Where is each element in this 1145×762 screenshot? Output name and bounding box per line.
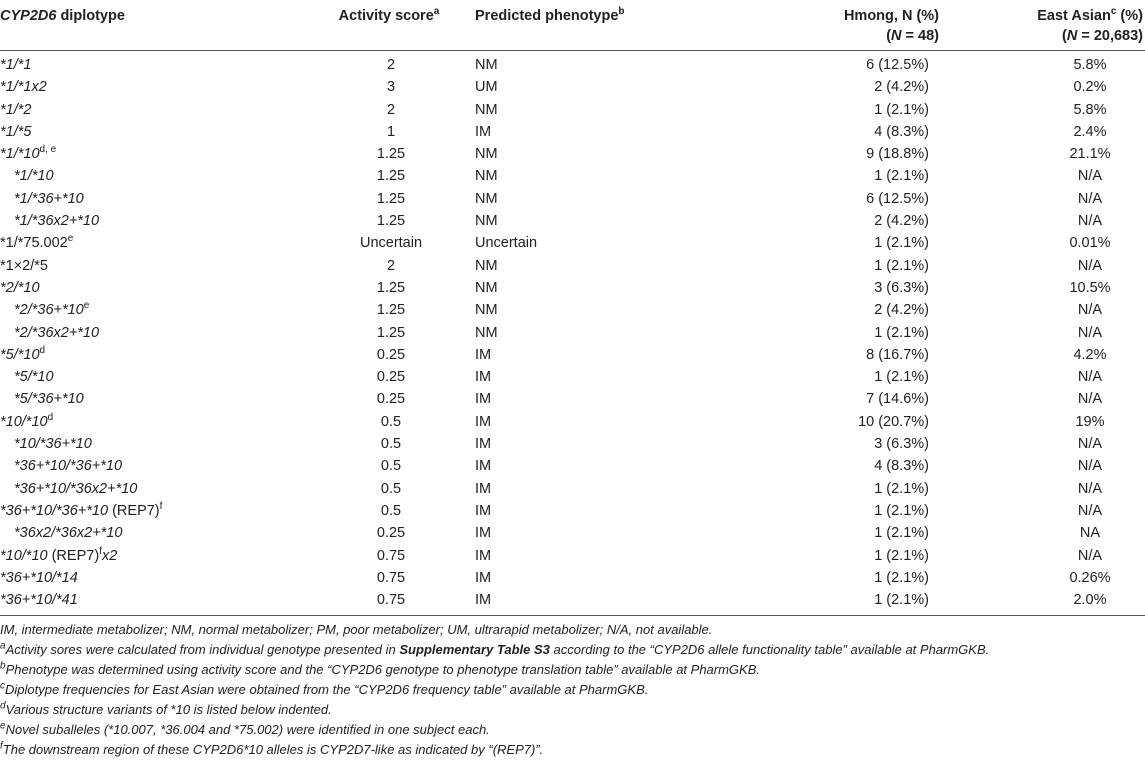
cell-east-asian: 5.8% xyxy=(1073,101,1107,118)
cell-east-asian: 4.2% xyxy=(1073,346,1107,363)
diplotype-text: *36+*10/*41 xyxy=(0,592,78,609)
table-row xyxy=(0,366,1145,388)
diplotype-suffix: (REP7) xyxy=(47,547,100,564)
cell-hmong: 2 (4.2%) xyxy=(874,79,929,96)
table-row xyxy=(0,388,1145,410)
diplotype-text: *36x2/*36x2+*10 xyxy=(14,525,123,542)
cell-east-asian: N/A xyxy=(1077,168,1103,185)
cell-diplotype xyxy=(0,522,275,544)
header-diplotype-gene: CYP2D6 xyxy=(0,8,57,24)
header-east-asian-unit: (%) xyxy=(1116,8,1143,24)
cell-east-asian: 10.5% xyxy=(1069,279,1111,296)
cell-phenotype: NM xyxy=(475,101,498,118)
diplotype-text: *36+*10/*36+*10 xyxy=(0,502,109,519)
table-row xyxy=(0,322,1145,344)
diplotype-text: *1/*36+*10 xyxy=(14,190,84,207)
table-row xyxy=(0,500,1145,522)
cell-activity-score: 1 xyxy=(386,123,396,140)
cell-phenotype: NM xyxy=(475,190,498,207)
header-east-asian-n-symbol: N xyxy=(1066,28,1078,44)
cell-phenotype: IM xyxy=(475,346,492,363)
diplotype-text: *1/*36x2+*10 xyxy=(14,213,100,230)
cell-activity-score: 0.25 xyxy=(376,369,406,386)
cell-hmong: 1 (2.1%) xyxy=(874,569,929,586)
header-hmong-n xyxy=(886,28,939,44)
footnote-e-sup: e xyxy=(0,720,6,732)
cell-activity-score: 0.75 xyxy=(376,569,406,586)
cell-activity-score: 1.25 xyxy=(376,168,406,185)
cell-phenotype: IM xyxy=(475,502,492,519)
footnote-b-text: Phenotype was determined using activity score and the “CYP2D6 genotype to phenotype translation table” available at PharmGKB. xyxy=(5,662,761,677)
diplotype-footnote-sup: d xyxy=(39,345,46,357)
cell-phenotype: IM xyxy=(475,413,492,430)
cell-east-asian: 21.1% xyxy=(1069,146,1111,163)
cell-activity-score: 0.25 xyxy=(376,525,406,542)
footnote-a-sup: a xyxy=(0,640,6,652)
cell-east-asian: 19% xyxy=(1075,413,1105,430)
cell-activity-score: 1.25 xyxy=(376,213,406,230)
diplotype-text: *36+*10/*14 xyxy=(0,569,78,586)
footnote-a-text-end: according to the “CYP2D6 allele functionality table” available at PharmGKB. xyxy=(549,642,990,657)
cell-activity-score: 1.25 xyxy=(376,190,406,207)
header-activity-score xyxy=(275,0,475,51)
diplotype-text: *10/*10 xyxy=(0,413,48,430)
cell-hmong: 6 (12.5%) xyxy=(866,57,929,73)
diplotype-text: *10/*10 xyxy=(0,547,48,564)
cell-phenotype: NM xyxy=(475,213,498,230)
cell-phenotype: IM xyxy=(475,458,492,475)
footnote-b xyxy=(0,660,1145,680)
cell-east-asian: N/A xyxy=(1077,480,1103,497)
cell-activity-score: 1.25 xyxy=(376,279,406,296)
table-row xyxy=(0,76,1145,98)
table-row xyxy=(0,433,1145,455)
footnote-c-text: Diplotype frequencies for East Asian were obtained from the “CYP2D6 frequency table” available at PharmGKB. xyxy=(5,682,649,697)
cell-east-asian: NA xyxy=(1079,525,1101,542)
cell-phenotype: NM xyxy=(475,57,498,73)
cell-activity-score: 1.25 xyxy=(376,146,406,163)
table-footnotes xyxy=(0,620,1145,760)
cell-diplotype xyxy=(0,322,275,344)
cell-diplotype xyxy=(0,277,275,299)
cell-diplotype xyxy=(0,455,275,477)
table-row xyxy=(0,51,1145,77)
header-east-asian-n xyxy=(1062,28,1143,44)
cell-hmong: 9 (18.8%) xyxy=(866,146,929,163)
cell-phenotype: IM xyxy=(475,589,765,616)
header-east-asian-label: East Asian xyxy=(1037,8,1111,24)
table-header xyxy=(0,0,1145,51)
cell-diplotype xyxy=(0,366,275,388)
cell-east-asian: N/A xyxy=(1077,369,1103,386)
cell-phenotype: NM xyxy=(475,279,498,296)
cell-activity-score: 0.5 xyxy=(380,502,402,519)
table-body xyxy=(0,51,1145,616)
header-east-asian-n-value: = 20,683) xyxy=(1077,28,1143,44)
cell-hmong: 1 (2.1%) xyxy=(874,369,929,386)
cell-east-asian: N/A xyxy=(1077,302,1103,319)
diplotype-footnote-sup: e xyxy=(83,300,90,312)
diplotype-suffix: (REP7) xyxy=(108,502,160,519)
diplotype-text: *5/*10 xyxy=(0,346,40,363)
cell-east-asian: 0.26% xyxy=(1069,569,1111,586)
footnote-d xyxy=(0,700,1145,720)
header-hmong-n-value: = 48) xyxy=(901,28,939,44)
footnote-f-text: The downstream region of these CYP2D6*10 alleles is CYP2D7-like as indicated by “(REP7)”. xyxy=(2,742,544,757)
header-east-asian-sup: c xyxy=(1110,6,1117,18)
cell-hmong: 3 (6.3%) xyxy=(874,279,929,296)
footnote-a-text: Activity sores were calculated from individual genotype presented in xyxy=(5,642,400,657)
table-row xyxy=(0,299,1145,321)
footnote-e-text: Novel suballeles (*10.007, *36.004 and *75.002) were identified in one subject each. xyxy=(5,722,490,737)
cell-phenotype: NM xyxy=(475,257,498,274)
cell-hmong: 1 (2.1%) xyxy=(874,547,929,564)
diplotype-text: *1/*2 xyxy=(0,101,32,118)
cell-hmong: 1 (2.1%) xyxy=(874,168,929,185)
header-hmong-n-symbol: N xyxy=(891,28,902,44)
cell-hmong: 3 (6.3%) xyxy=(874,436,929,453)
diplotype-tail: x2 xyxy=(101,547,118,564)
diplotype-text: *1/*1 xyxy=(0,57,32,73)
footnote-d-text: Various structure variants of *10 is listed below indented. xyxy=(5,702,332,717)
table-row xyxy=(0,545,1145,567)
cell-activity-score: 0.5 xyxy=(380,480,402,497)
cell-phenotype: NM xyxy=(475,324,498,341)
header-hmong-label: Hmong, N (%) xyxy=(843,8,939,24)
cell-east-asian: N/A xyxy=(1077,213,1103,230)
cell-activity-score: 2 xyxy=(386,101,396,118)
cell-east-asian: N/A xyxy=(1077,502,1103,519)
footnote-d-sup: d xyxy=(0,700,6,712)
cell-diplotype xyxy=(0,411,275,433)
cell-phenotype: NM xyxy=(475,302,498,319)
cell-diplotype xyxy=(0,76,275,98)
cell-east-asian: 0.01% xyxy=(1069,235,1111,252)
table-row xyxy=(0,99,1145,121)
cell-activity-score: 1.25 xyxy=(376,324,406,341)
diplotype-footnote-sup: f xyxy=(99,545,102,557)
diplotype-text: *2/*36+*10 xyxy=(14,302,84,319)
cell-east-asian: 0.2% xyxy=(1073,79,1107,96)
table-row xyxy=(0,232,1145,254)
cell-activity-score: 0.5 xyxy=(380,458,402,475)
footnote-c xyxy=(0,680,1145,700)
cell-hmong: 1 (2.1%) xyxy=(765,589,975,616)
cell-diplotype xyxy=(0,500,275,522)
cell-activity-score: 0.5 xyxy=(380,436,402,453)
cell-east-asian: N/A xyxy=(1077,458,1103,475)
cell-hmong: 1 (2.1%) xyxy=(874,480,929,497)
diplotype-text: *2/*36x2+*10 xyxy=(14,324,100,341)
table-row xyxy=(0,344,1145,366)
cell-diplotype xyxy=(0,567,275,589)
diplotype-text: *1/*75.002 xyxy=(0,235,68,252)
header-phenotype-sup: b xyxy=(618,6,625,18)
cell-hmong: 1 (2.1%) xyxy=(874,502,929,519)
cell-activity-score: Uncertain xyxy=(359,235,423,252)
diplotype-text: *36+*10/*36+*10 xyxy=(14,458,123,475)
cell-east-asian: 2.4% xyxy=(1073,123,1107,140)
cell-phenotype: IM xyxy=(475,123,492,140)
cell-hmong: 4 (8.3%) xyxy=(874,458,929,475)
cell-activity-score: 2 xyxy=(386,57,396,73)
cell-east-asian: N/A xyxy=(1077,547,1103,564)
table-row xyxy=(0,522,1145,544)
cell-hmong: 4 (8.3%) xyxy=(874,123,929,140)
diplotype-footnote-sup: f xyxy=(159,501,163,513)
cell-phenotype: IM xyxy=(475,369,492,386)
cell-east-asian: N/A xyxy=(1077,257,1103,274)
header-activity-score-sup: a xyxy=(433,6,440,18)
cell-east-asian: N/A xyxy=(1077,391,1103,408)
cell-activity-score: 2 xyxy=(386,257,396,274)
cell-diplotype xyxy=(0,232,275,254)
cell-hmong: 10 (20.7%) xyxy=(858,413,929,430)
footnote-abbreviations: IM, intermediate metabolizer; NM, normal metabolizer; PM, poor metabolizer; UM, ultrarapid metabolizer; N/A, not available. xyxy=(0,622,713,637)
cell-hmong: 8 (16.7%) xyxy=(866,346,929,363)
table-row xyxy=(0,188,1145,210)
footnote-a-table-ref: Supplementary Table S3 xyxy=(399,642,550,657)
cell-hmong: 1 (2.1%) xyxy=(874,324,929,341)
footnote-f-sup: f xyxy=(0,740,3,752)
diplotype-text: *5/*36+*10 xyxy=(14,391,84,408)
cell-diplotype xyxy=(0,545,275,567)
cell-hmong: 2 (4.2%) xyxy=(874,213,929,230)
table-row xyxy=(0,143,1145,165)
cell-diplotype xyxy=(0,165,275,187)
diplotype-text: *1/*10 xyxy=(14,168,54,185)
cell-activity-score: 1.25 xyxy=(376,302,406,319)
header-hmong xyxy=(765,0,975,51)
cell-east-asian: 5.8% xyxy=(1073,57,1107,73)
footnote-b-sup: b xyxy=(0,660,6,672)
cell-phenotype: IM xyxy=(475,569,492,586)
cell-diplotype xyxy=(0,433,275,455)
cell-hmong: 1 (2.1%) xyxy=(874,101,929,118)
cell-hmong: 1 (2.1%) xyxy=(874,235,929,252)
cell-phenotype: NM xyxy=(475,168,498,185)
table-row xyxy=(0,589,1145,616)
table-row xyxy=(0,567,1145,589)
header-diplotype xyxy=(0,0,275,51)
cell-diplotype xyxy=(0,255,275,277)
footnote-c-sup: c xyxy=(0,680,5,692)
table-row xyxy=(0,210,1145,232)
cell-hmong: 1 (2.1%) xyxy=(874,257,929,274)
cell-diplotype xyxy=(0,210,275,232)
cell-diplotype xyxy=(0,51,275,77)
cell-phenotype: IM xyxy=(475,480,492,497)
header-phenotype xyxy=(475,0,765,51)
diplotype-text: *2/*10 xyxy=(0,279,40,296)
diplotype-footnote-sup: e xyxy=(67,233,74,245)
table-row xyxy=(0,277,1145,299)
diplotype-footnote-sup: d xyxy=(47,411,54,423)
cell-hmong: 2 (4.2%) xyxy=(874,302,929,319)
cell-diplotype xyxy=(0,299,275,321)
table-row xyxy=(0,455,1145,477)
footnote-f xyxy=(0,740,1145,760)
cell-diplotype xyxy=(0,478,275,500)
header-east-asian-n-open: ( xyxy=(1061,28,1067,44)
cell-east-asian: N/A xyxy=(1077,436,1103,453)
table-row xyxy=(0,121,1145,143)
header-east-asian xyxy=(975,0,1145,51)
diplotype-text: *36+*10/*36x2+*10 xyxy=(14,480,138,497)
header-activity-score-label: Activity score xyxy=(338,8,434,24)
diplotype-text: *1×2/*5 xyxy=(0,257,48,274)
diplotype-text: *5/*10 xyxy=(14,369,54,386)
header-hmong-n-open: ( xyxy=(886,28,892,44)
cell-phenotype: Uncertain xyxy=(475,235,538,252)
diplotype-text: *1/*5 xyxy=(0,123,32,140)
cell-activity-score: 0.75 xyxy=(275,589,475,616)
cell-diplotype xyxy=(0,143,275,165)
cell-diplotype xyxy=(0,388,275,410)
cell-diplotype xyxy=(0,589,275,616)
table-row xyxy=(0,165,1145,187)
cell-diplotype xyxy=(0,99,275,121)
cell-phenotype: IM xyxy=(475,525,492,542)
cell-activity-score: 3 xyxy=(386,79,396,96)
table-row xyxy=(0,478,1145,500)
cell-hmong: 6 (12.5%) xyxy=(866,190,929,207)
header-diplotype-label: diplotype xyxy=(56,8,125,24)
diplotype-text: *1/*1x2 xyxy=(0,79,47,96)
cell-east-asian: N/A xyxy=(1077,190,1103,207)
cell-phenotype: IM xyxy=(475,547,492,564)
footnote-a xyxy=(0,640,1145,660)
cell-phenotype: UM xyxy=(475,79,498,96)
cell-activity-score: 0.25 xyxy=(376,346,406,363)
cell-phenotype: NM xyxy=(475,146,498,163)
cell-phenotype: IM xyxy=(475,436,492,453)
table-row xyxy=(0,411,1145,433)
cell-activity-score: 0.5 xyxy=(380,413,402,430)
cell-diplotype xyxy=(0,121,275,143)
diplotype-footnote-sup: d, e xyxy=(39,144,57,156)
cell-hmong: 7 (14.6%) xyxy=(866,391,929,408)
footnote-e xyxy=(0,720,1145,740)
cell-activity-score: 0.75 xyxy=(376,547,406,564)
diplotype-text: *10/*36+*10 xyxy=(14,436,92,453)
cell-phenotype: IM xyxy=(475,391,492,408)
cell-east-asian: 2.0% xyxy=(975,589,1145,616)
header-phenotype-label: Predicted phenotype xyxy=(475,8,619,24)
cell-diplotype xyxy=(0,344,275,366)
diplotype-text: *1/*10 xyxy=(0,146,40,163)
cell-hmong: 1 (2.1%) xyxy=(874,525,929,542)
cell-activity-score: 0.25 xyxy=(376,391,406,408)
cell-diplotype xyxy=(0,188,275,210)
table-row xyxy=(0,255,1145,277)
cell-east-asian: N/A xyxy=(1077,324,1103,341)
